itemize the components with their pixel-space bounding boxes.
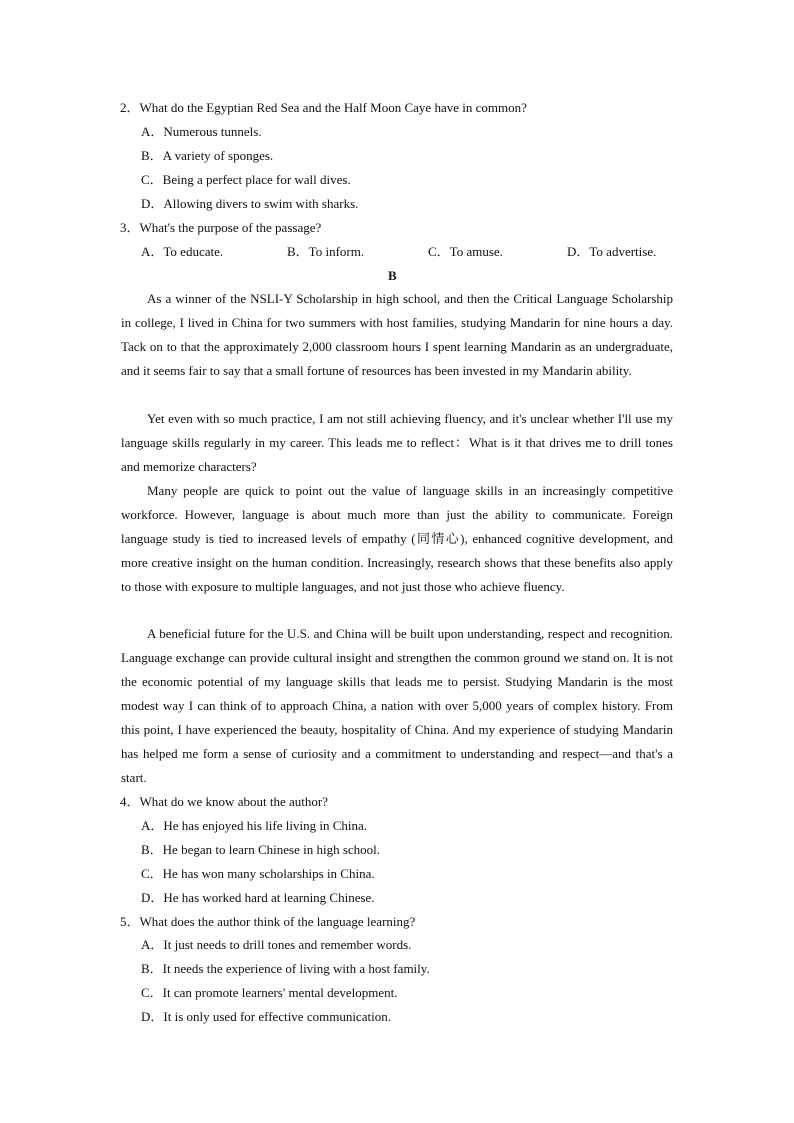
question-3-option-b: B．To inform. [287, 244, 365, 259]
passage-paragraph-1: As a winner of the NSLI-Y Scholarship in high school, and then the Critical Language Scholarship in college, I lived in China for two summers with host families, studying Mandarin for nine hours a day. Tack on to that the approximately 2,000 classroom hours I spent learning Mandarin as an undergraduate, and it seems fair to say that a small fortune of resources has been invested in my Mandarin ability. [121, 291, 673, 378]
passage-heading: B [388, 268, 397, 283]
question-4-stem: 4．What do we know about the author? [120, 794, 328, 809]
question-5-option-c: C．It can promote learners' mental development. [141, 985, 398, 1000]
question-5-option-b: B．It needs the experience of living with a host family. [141, 961, 430, 976]
question-2-stem: 2．What do the Egyptian Red Sea and the Half Moon Caye have in common? [120, 100, 527, 115]
question-2-option-d: D．Allowing divers to swim with sharks. [141, 196, 359, 211]
question-4-option-d: D．He has worked hard at learning Chinese. [141, 890, 375, 905]
question-3-stem: 3．What's the purpose of the passage? [120, 220, 322, 235]
question-4-option-b: B．He began to learn Chinese in high school. [141, 842, 381, 857]
passage-paragraph-4: A beneficial future for the U.S. and China will be built upon understanding, respect and recognition. Language exchange can provide cultural insight and strengthen the common ground we stand on. It is not the economic potential of my language skills that leads me to persist. Studying Mandarin is the most modest way I can think of to approach China, a nation with over 5,000 years of complex history. From this point, I have experienced the beauty, hospitality of China. And my experience of studying Mandarin has helped me form a sense of curiosity and a commitment to understanding and respect—and that's a start. [121, 626, 673, 785]
question-3-option-c: C．To amuse. [428, 244, 503, 259]
question-2-option-c: C．Being a perfect place for wall dives. [141, 172, 351, 187]
passage-paragraph-2: Yet even with so much practice, I am not still achieving fluency, and it's unclear whether I'll use my language skills regularly in my career. This leads me to reflect：What is it that drives me to drill tones and memorize characters? [121, 411, 673, 474]
question-5-option-a: A．It just needs to drill tones and remember words. [141, 937, 412, 952]
question-5-option-d: D．It is only used for effective communication. [141, 1009, 391, 1024]
question-3-options [141, 244, 671, 260]
question-4-option-c: C．He has won many scholarships in China. [141, 866, 375, 881]
question-2-option-b: B．A variety of sponges. [141, 148, 274, 163]
question-5-stem: 5．What does the author think of the language learning? [120, 914, 416, 929]
question-3-option-d: D．To advertise. [567, 244, 657, 259]
passage-paragraph-3: Many people are quick to point out the value of language skills in an increasingly competitive workforce. However, language is about much more than just the ability to communicate. Foreign language study is tied to increased levels of empathy (同情心), enhanced cognitive development, and more creative insight on the human condition. Increasingly, research shows that these benefits also apply to those with exposure to multiple languages, and not just those who achieve fluency. [121, 483, 673, 594]
question-3-option-a: A．To educate. [141, 244, 224, 259]
question-4-option-a: A．He has enjoyed his life living in China. [141, 818, 368, 833]
question-2-option-a: A．Numerous tunnels. [141, 124, 262, 139]
